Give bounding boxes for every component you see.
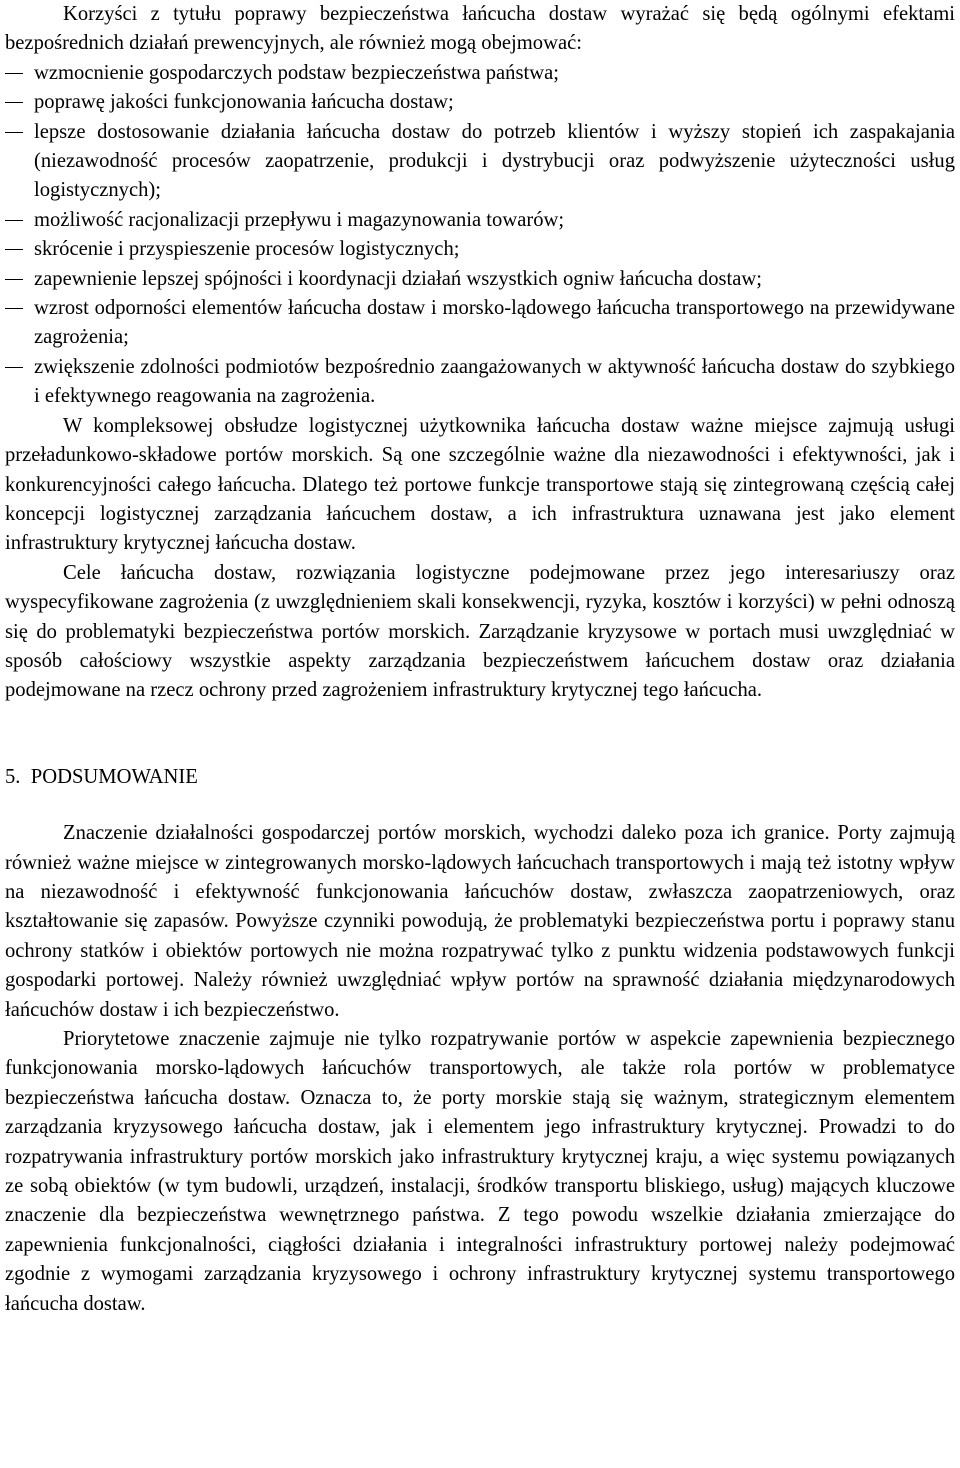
list-item: poprawę jakości funkcjonowania łańcucha dostaw; bbox=[5, 88, 955, 117]
intro-paragraph: Korzyści z tytułu poprawy bezpieczeństwa łańcucha dostaw wyrażać się będą ogólnymi efektami bezpośrednich działań prewencyjnych, ale również mogą obejmować: bbox=[5, 3, 955, 55]
list-item: możliwość racjonalizacji przepływu i magazynowania towarów; bbox=[5, 206, 955, 235]
paragraph-port-services: W kompleksowej obsłudze logistycznej użytkownika łańcucha dostaw ważne miejsce zajmują usługi przeładunkowo-składowe portów morskich. Są one szczególnie ważne dla niezawodności i efektywności, jak i konkurencyjności całego łańcucha. Dlatego też portowe funkcje transportowe stają się zintegrowaną częścią całej koncepcji logistycznej zarządzania łańcuchem dostaw, a ich infrastruktura uznawana jest jako element infrastruktury krytycznej łańcucha dostaw. bbox=[5, 414, 955, 555]
benefits-list bbox=[5, 59, 955, 412]
list-item: lepsze dostosowanie działania łańcucha dostaw do potrzeb klientów i wyższy stopień ich zaspakajania (niezawodność procesów zaopatrzenie, produkcji i dystrybucji oraz podwyższenie użyteczności usług logistycznych); bbox=[5, 118, 955, 206]
paragraph-summary-1: Znaczenie działalności gospodarczej portów morskich, wychodzi daleko poza ich granice. Porty zajmują również ważne miejsce w zintegrowanych morsko-lądowych łańcuchach transportowych i mają też istotny wpływ na niezawodność i efektywność funkcjonowania łańcuchów dostaw, zwłaszcza zaopatrzeniowych, oraz kształtowanie się zapasów. Powyższe czynniki powodują, że problematyki bezpieczeństwa portu i poprawy stanu ochrony statków i obiektów portowych nie można rozpatrywać tylko z punktu widzenia podstawowych funkcji gospodarki portowej. Należy również uwzględniać wpływ portów na sprawność działania międzynarodowych łańcuchów dostaw i ich bezpieczeństwo. bbox=[5, 822, 955, 1021]
dash-bullet-icon bbox=[5, 308, 23, 309]
dash-bullet-icon bbox=[5, 220, 23, 221]
section-number: 5. bbox=[5, 765, 21, 788]
list-item: wzmocnienie gospodarczych podstaw bezpieczeństwa państwa; bbox=[5, 59, 955, 88]
list-item: skrócenie i przyspieszenie procesów logistycznych; bbox=[5, 235, 955, 264]
dash-bullet-icon bbox=[5, 249, 23, 250]
section-heading bbox=[5, 763, 955, 792]
document-page bbox=[5, 0, 955, 1319]
list-item: zwiększenie zdolności podmiotów bezpośrednio zaangażowanych w aktywność łańcucha dostaw do szybkiego i efektywnego reagowania na zagrożenia. bbox=[5, 353, 955, 412]
dash-bullet-icon bbox=[5, 279, 23, 280]
list-item: wzrost odporności elementów łańcucha dostaw i morsko-lądowego łańcucha transportowego na przewidywane zagrożenia; bbox=[5, 294, 955, 353]
paragraph-supply-chain-goals: Cele łańcucha dostaw, rozwiązania logistyczne podejmowane przez jego interesariuszy oraz wyspecyfikowane zagrożenia (z uwzględnieniem skali konsekwencji, ryzyka, kosztów i korzyści) w pełni odnoszą się do problematyki bezpieczeństwa portów morskich. Zarządzanie kryzysowe w portach musi uwzględniać w sposób całościowy wszystkie aspekty zarządzania bezpieczeństwem łańcuchem dostaw oraz działania podejmowane na rzecz ochrony przed zagrożeniem infrastruktury krytycznej tego łańcucha. bbox=[5, 561, 955, 702]
paragraph-summary-2: Priorytetowe znaczenie zajmuje nie tylko rozpatrywanie portów w aspekcie zapewnienia bezpiecznego funkcjonowania morsko-lądowych łańcuchów transportowych, ale także rola portów w problematyce bezpieczeństwa łańcucha dostaw. Oznacza to, że porty morskie stają się ważnym, strategicznym elementem zarządzania kryzysowego łańcucha dostaw, jak i elementem jego infrastruktury krytycznej. Prowadzi to do rozpatrywania infrastruktury portów morskich jako infrastruktury krytycznej kraju, a więc systemu powiązanych ze sobą obiektów (w tym budowli, urządzeń, instalacji, środków transportu bliskiego, usług) mających kluczowe znaczenie dla bezpieczeństwa wewnętrznego państwa. Z tego powodu wszelkie działania zmierzające do zapewnienia funkcjonalności, ciągłości działania i integralności infrastruktury portowej należy podejmować zgodnie z wymogami zarządzania kryzysowego i ochrony infrastruktury krytycznej systemu transportowego łańcucha dostaw. bbox=[5, 1028, 955, 1315]
dash-bullet-icon bbox=[5, 367, 23, 368]
list-item: zapewnienie lepszej spójności i koordynacji działań wszystkich ogniw łańcucha dostaw; bbox=[5, 265, 955, 294]
dash-bullet-icon bbox=[5, 132, 23, 133]
dash-bullet-icon bbox=[5, 73, 23, 74]
section-title: PODSUMOWANIE bbox=[30, 765, 198, 788]
dash-bullet-icon bbox=[5, 102, 23, 103]
